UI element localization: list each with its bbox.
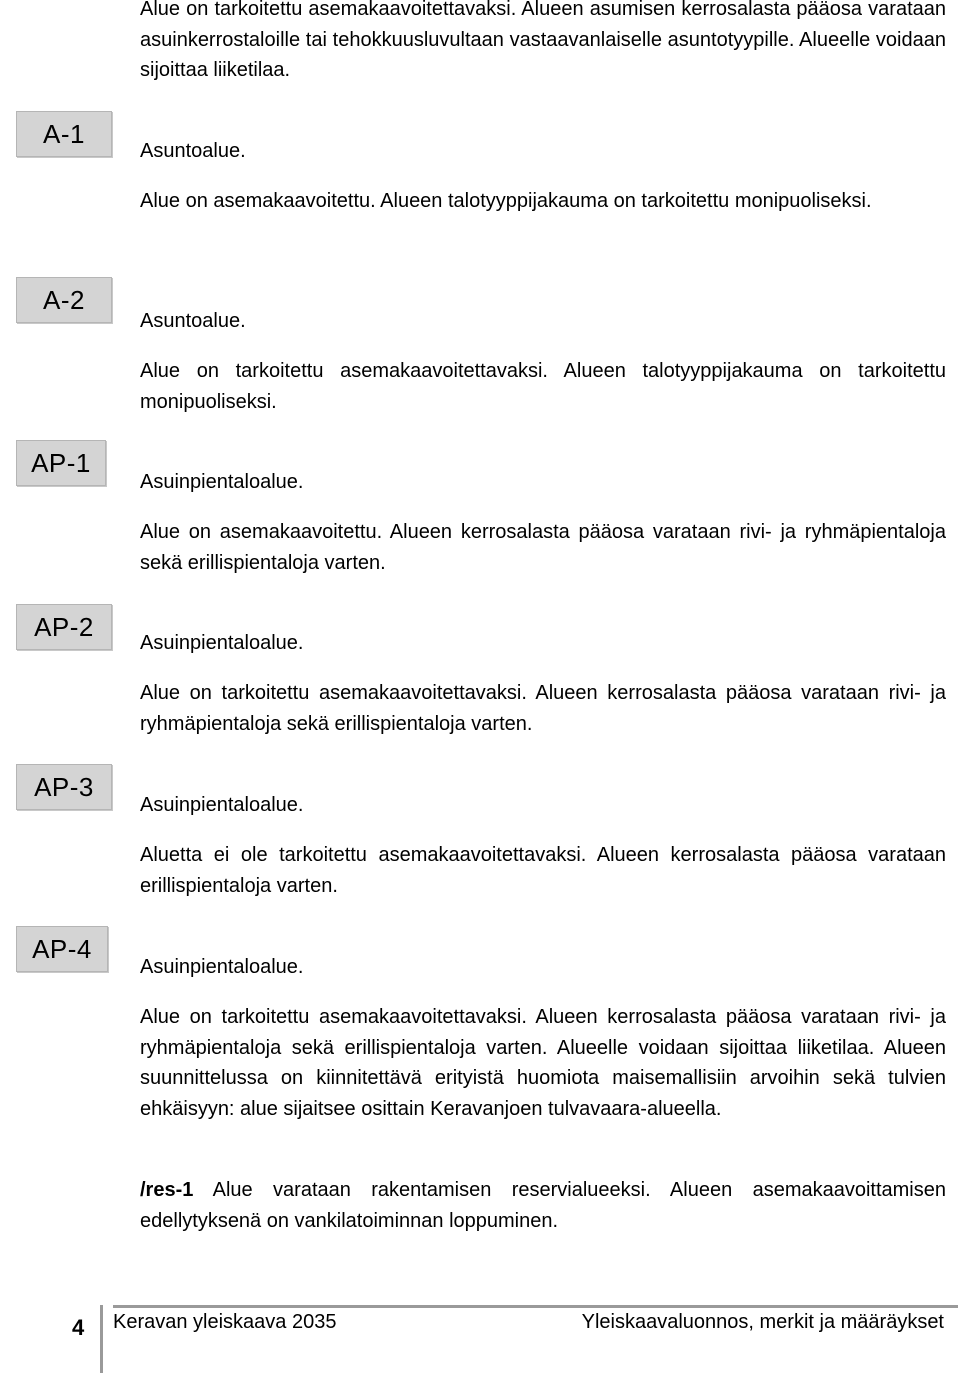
section-title: Asuinpientaloalue.: [140, 956, 304, 978]
footer-divider: [113, 1305, 958, 1308]
reserve-text: Alue varataan rakentamisen reservialueeksi. Alueen asemakaavoittamisen edellytyksenä on vankilatoiminnan loppuminen.: [140, 1179, 946, 1232]
section-title: Asuinpientaloalue.: [140, 632, 304, 654]
section-description: Alue on asemakaavoitettu. Alueen talotyyppijakauma on tarkoitettu monipuoliseksi.: [140, 190, 872, 212]
section-description: Alue on tarkoitettu asemakaavoitettavaksi. Alueen kerrosalasta pääosa varataan rivi- ja ryhmäpientaloja sekä erillispientaloja varten. Alueelle voidaan sijoittaa liiketilaa. Alueen suunnittelussa on kiinnitettävä erityistä huomiota maisemallisiin arvoihin sekä tulvien ehkäisyyn: alue sijaitsee osittain Keravanjoen tulvavaara-alueella.: [140, 1006, 946, 1120]
reserve-label: /res-1: [140, 1179, 194, 1201]
section-title: Asuinpientaloalue.: [140, 471, 304, 493]
legend-code-ap1: AP-1: [16, 440, 106, 486]
footer-section-title: Yleiskaavaluonnos, merkit ja määräykset: [581, 1311, 944, 1333]
section-description: Alue on tarkoitettu asemakaavoitettavaksi. Alueen talotyyppijakauma on tarkoitettu monipuoliseksi.: [140, 360, 946, 413]
footer-vertical-divider: [100, 1305, 103, 1373]
legend-code-a1: A-1: [16, 111, 112, 157]
page-number: 4: [72, 1315, 85, 1340]
section-description: Alue on asemakaavoitettu. Alueen kerrosalasta pääosa varataan rivi- ja ryhmäpientaloja sekä erillispientaloja varten.: [140, 521, 946, 574]
legend-code-ap2: AP-2: [16, 604, 112, 650]
reserve-paragraph: [140, 1175, 946, 1236]
section-description: Aluetta ei ole tarkoitettu asemakaavoitettavaksi. Alueen kerrosalasta pääosa varataan erillispientaloja varten.: [140, 844, 946, 897]
footer-document-title: Keravan yleiskaava 2035: [113, 1311, 337, 1333]
section-title: Asuntoalue.: [140, 310, 246, 332]
section-description: Alue on tarkoitettu asemakaavoitettavaksi. Alueen kerrosalasta pääosa varataan rivi- ja ryhmäpientaloja sekä erillispientaloja varten.: [140, 682, 946, 735]
legend-code-a2: A-2: [16, 277, 112, 323]
section-title: Asuntoalue.: [140, 140, 246, 162]
intro-paragraph: Alue on tarkoitettu asemakaavoitettavaksi. Alueen asumisen kerrosalasta pääosa varataan asuinkerrostaloille tai tehokkuusluvultaan vastaavanlaiselle asuntotyypille. Alueelle voidaan sijoittaa liiketilaa.: [140, 0, 946, 81]
legend-code-ap4: AP-4: [16, 926, 108, 972]
legend-code-ap3: AP-3: [16, 764, 112, 810]
section-title: Asuinpientaloalue.: [140, 794, 304, 816]
